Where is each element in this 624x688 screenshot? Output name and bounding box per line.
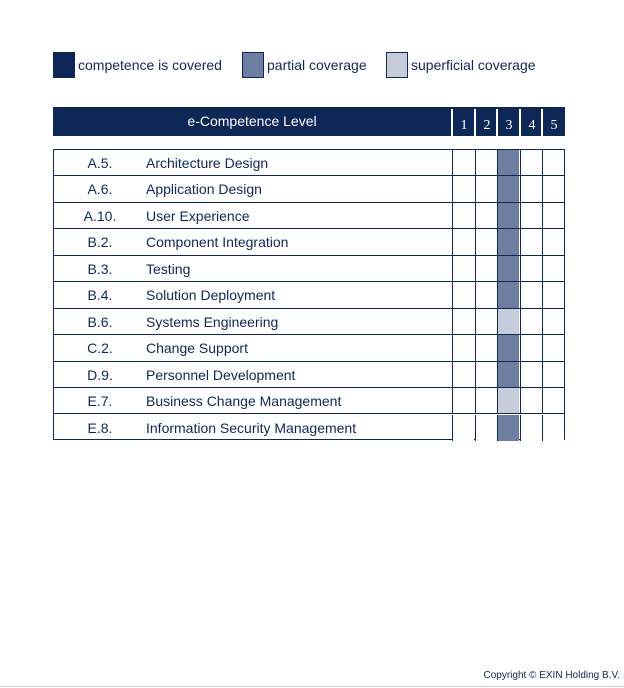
legend-label-covered: competence is covered xyxy=(78,57,222,73)
table-row xyxy=(54,335,564,361)
level-cell-4 xyxy=(520,282,542,307)
legend-label-partial: partial coverage xyxy=(267,57,367,73)
level-cell-5 xyxy=(542,362,564,387)
level-cell-5 xyxy=(542,256,564,281)
level-cell-4 xyxy=(520,256,542,281)
level-cell-3 xyxy=(497,282,519,307)
table-row xyxy=(54,229,564,255)
level-cell-1 xyxy=(452,362,474,387)
level-cell-2 xyxy=(475,388,497,413)
level-cell-1 xyxy=(452,388,474,413)
competence-name: User Experience xyxy=(146,207,250,224)
level-cell-1 xyxy=(452,203,474,228)
level-cell-4 xyxy=(520,415,542,441)
level-cell-4 xyxy=(520,309,542,334)
level-cell-1 xyxy=(452,150,474,175)
level-cell-5 xyxy=(542,229,564,254)
level-cell-5 xyxy=(542,309,564,334)
level-cell-4 xyxy=(520,335,542,360)
level-cell-5 xyxy=(542,335,564,360)
level-cell-4 xyxy=(520,229,542,254)
legend-item-superficial xyxy=(386,51,536,79)
table-row xyxy=(54,309,564,335)
competence-code: A.10. xyxy=(83,207,117,224)
level-cell-4 xyxy=(520,150,542,175)
table-row xyxy=(54,203,564,229)
competence-table xyxy=(53,149,565,440)
level-cell-3 xyxy=(497,150,519,175)
level-cell-3 xyxy=(497,362,519,387)
level-cell-3 xyxy=(497,335,519,360)
level-cell-5 xyxy=(542,388,564,413)
level-header-5: 5 xyxy=(550,118,558,133)
level-cell-4 xyxy=(520,388,542,413)
legend-item-covered xyxy=(53,51,222,79)
level-cell-1 xyxy=(452,229,474,254)
level-cell-4 xyxy=(520,362,542,387)
level-cell-5 xyxy=(542,203,564,228)
level-cell-3 xyxy=(497,176,519,201)
level-cell-2 xyxy=(475,256,497,281)
header-title: e-Competence Level xyxy=(187,113,317,129)
level-cell-1 xyxy=(452,335,474,360)
legend-swatch-covered xyxy=(53,52,75,78)
copyright-notice: Copyright © EXIN Holding B.V. xyxy=(483,670,620,681)
competence-name: Application Design xyxy=(146,181,262,198)
competence-code: B.4. xyxy=(87,287,113,304)
table-row xyxy=(54,388,564,414)
level-header-4: 4 xyxy=(528,118,536,133)
competence-name: Architecture Design xyxy=(146,155,269,171)
table-header xyxy=(53,107,565,136)
level-cell-5 xyxy=(542,282,564,307)
level-cell-5 xyxy=(542,415,564,441)
level-cell-2 xyxy=(475,282,497,307)
level-cell-2 xyxy=(475,415,497,441)
legend-item-partial xyxy=(242,51,367,79)
level-cell-1 xyxy=(452,256,474,281)
competence-code: A.5. xyxy=(87,155,113,171)
competence-name: Personnel Development xyxy=(146,366,296,383)
competence-name: Component Integration xyxy=(146,234,289,251)
level-cell-2 xyxy=(475,362,497,387)
competence-code: B.6. xyxy=(87,313,113,330)
competence-code: E.7. xyxy=(87,393,113,410)
level-cell-4 xyxy=(520,203,542,228)
level-cell-4 xyxy=(520,176,542,201)
level-cell-2 xyxy=(475,176,497,201)
legend-label-superficial: superficial coverage xyxy=(411,57,536,73)
competence-code: E.8. xyxy=(87,419,113,436)
level-cell-3 xyxy=(497,388,519,413)
competence-name: Solution Deployment xyxy=(146,287,276,304)
level-cell-3 xyxy=(497,203,519,228)
competence-code: B.3. xyxy=(87,260,113,277)
competence-code: A.6. xyxy=(87,181,113,198)
competence-name: Change Support xyxy=(146,340,248,357)
table-row xyxy=(54,176,564,202)
legend xyxy=(53,51,573,79)
level-cell-2 xyxy=(475,203,497,228)
competence-name: Systems Engineering xyxy=(146,313,279,330)
level-header-2: 2 xyxy=(483,118,491,133)
level-cell-3 xyxy=(497,415,519,441)
competence-code: B.2. xyxy=(87,234,113,251)
competence-name: Testing xyxy=(146,260,191,277)
level-cell-5 xyxy=(542,150,564,175)
table-row xyxy=(54,362,564,388)
level-header-1: 1 xyxy=(460,118,468,133)
competence-name: Information Security Management xyxy=(146,419,357,436)
level-cell-1 xyxy=(452,309,474,334)
table-row xyxy=(54,150,564,176)
competence-code: D.9. xyxy=(87,366,113,383)
legend-swatch-superficial xyxy=(386,52,408,78)
table-row xyxy=(54,415,564,441)
table-row xyxy=(54,256,564,282)
competence-code: C.2. xyxy=(87,340,113,357)
level-cell-2 xyxy=(475,335,497,360)
level-cell-1 xyxy=(452,282,474,307)
level-cell-3 xyxy=(497,229,519,254)
page-bottom-divider xyxy=(0,686,624,687)
level-cell-3 xyxy=(497,256,519,281)
table-row xyxy=(54,282,564,308)
level-cell-5 xyxy=(542,176,564,201)
level-cell-1 xyxy=(452,176,474,201)
level-cell-1 xyxy=(452,415,474,441)
legend-swatch-partial xyxy=(242,52,264,78)
level-cell-2 xyxy=(475,309,497,334)
competence-name: Business Change Management xyxy=(146,393,342,410)
level-header-3: 3 xyxy=(505,118,513,133)
level-cell-2 xyxy=(475,150,497,175)
level-cell-2 xyxy=(475,229,497,254)
level-cell-3 xyxy=(497,309,519,334)
